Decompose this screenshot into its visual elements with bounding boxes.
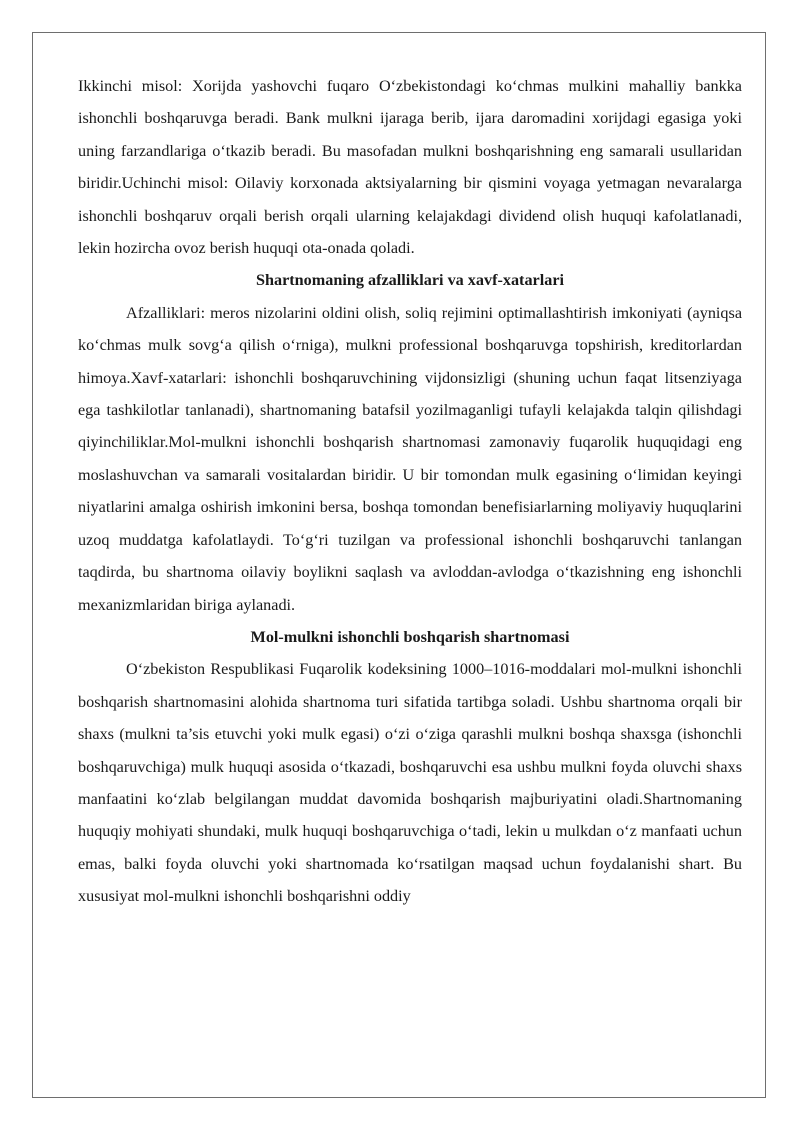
paragraph-examples: Ikkinchi misol: Xorijda yashovchi fuqaro O‘zbekistondagi ko‘chmas mulkini mahalliy bankka ishonchli boshqaruvga beradi. Bank mulkni ijaraga berib, ijara daromadini xorijdagi egasiga yoki uning farzandlariga o‘tkazib beradi. Bu masofadan mulkni boshqarishning eng samarali usullaridan biridir.Uchinchi misol: Oilaviy korxonada aktsiyalarning bir qismini voyaga yetmagan nevaralarga ishonchli boshqaruv orqali berish orqali ularning kelajakdagi dividend olish huquqi kafolatlanadi, lekin hozircha ovoz berish huquqi ota-onada qoladi. bbox=[78, 77, 742, 258]
section-heading-advantages-risks: Shartnomaning afzalliklari va xavf-xatarlari bbox=[256, 271, 564, 290]
document-body bbox=[78, 70, 742, 913]
paragraph-advantages-risks: Afzalliklari: meros nizolarini oldini olish, soliq rejimini optimallashtirish imkoniyati (ayniqsa ko‘chmas mulk sovg‘a qilish o‘rniga), mulkni professional boshqaruvga topshirish, kreditorlardan himoya.Xavf-xatarlari: ishonchli boshqaruvchining vijdonsizligi (shuning uchun faqat litsenziyaga ega tashkilotlar tanlanadi), shartnomaning batafsil yozilmaganligi tufayli kelajakda talqin qilishdagi qiyinchiliklar.Mol-mulkni ishonchli boshqarish shartnomasi zamonaviy fuqarolik huquqidagi eng moslashuvchan va samarali vositalardan biridir. U bir tomondan mulk egasining o‘limidan keyingi niyatlarini amalga oshirish imkonini bersa, boshqa tomondan benefisiarlarning moliyaviy huquqlarini uzoq muddatga kafolatlaydi. To‘g‘ri tuzilgan va professional ishonchli boshqaruvchi tanlangan taqdirda, bu shartnoma oilaviy boylikni saqlash va avloddan-avlodga o‘tkazishning eng ishonchli mexanizmlaridan biriga aylanadi. bbox=[78, 303, 742, 614]
paragraph-trust-contract: O‘zbekiston Respublikasi Fuqarolik kodeksining 1000–1016-moddalari mol-mulkni ishonchli boshqarish shartnomasini alohida shartnoma turi sifatida tartibga soladi. Ushbu shartnoma orqali bir shaxs (mulkni ta’sis etuvchi yoki mulk egasi) o‘zi o‘ziga qarashli mulkni boshqa shaxsga (ishonchli boshqaruvchiga) mulk huquqi asosida o‘tkazadi, boshqaruvchi esa ushbu mulkni foyda oluvchi shaxs manfaatini ko‘zlab belgilangan muddat davomida boshqarish majburiyatini oladi.Shartnomaning huquqiy mohiyati shundaki, mulk huquqi boshqaruvchiga o‘tadi, lekin u mulkdan o‘z manfaati uchun emas, balki foyda oluvchi yoki shartnomada ko‘rsatilgan maqsad uchun foydalanishi shart. Bu xususiyat mol-mulkni ishonchli boshqarishni oddiy bbox=[78, 660, 742, 906]
section-heading-trust-contract: Mol-mulkni ishonchli boshqarish shartnomasi bbox=[250, 627, 570, 646]
